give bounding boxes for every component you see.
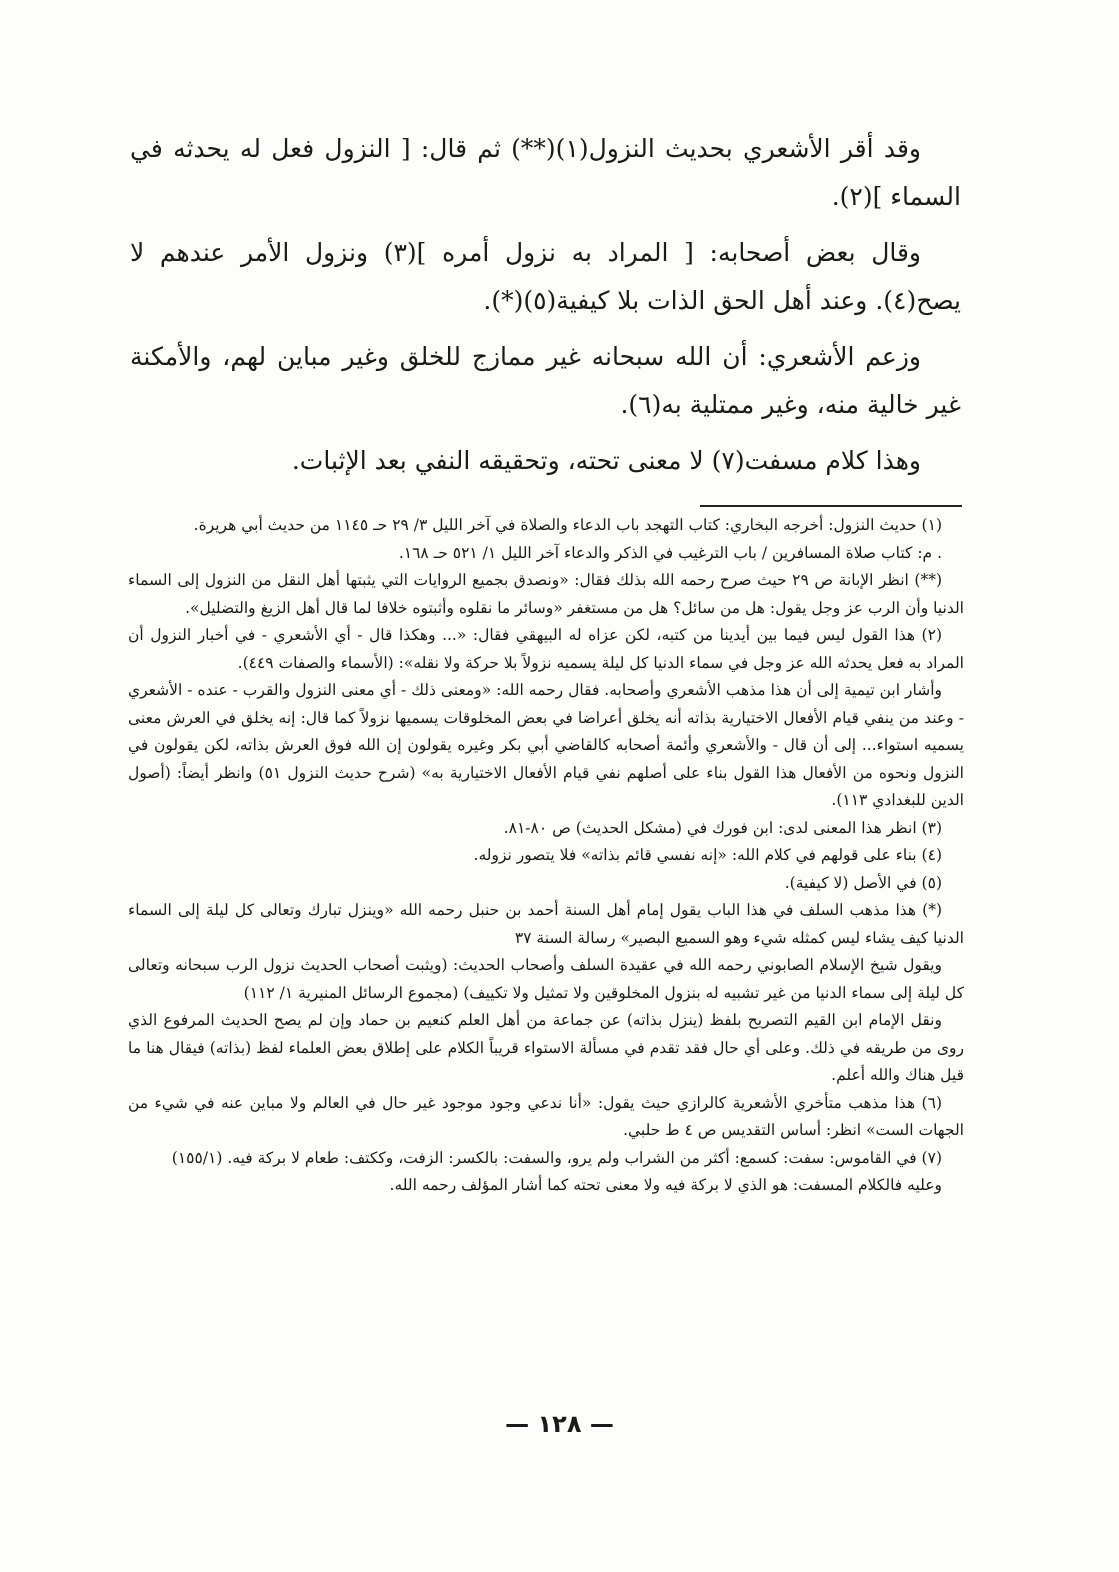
main-text-body [130, 125, 961, 493]
footnote: (٦) هذا مذهب متأخري الأشعرية كالرازي حيث يقول: «أنا ندعي وجود موجود غير حال في العالم ولا مباين عنه في شيء من الجهات الست» انظر: أساس التقديس ص ٤ ط حلبي. [128, 1093, 964, 1139]
main-paragraph: وقال بعض أصحابه: [ المراد به نزول أمره ](٣) ونزول الأمر عندهم لا يصح(٤). وعند أهل الحق الذات بلا كيفية(٥)(*). [130, 238, 961, 315]
footnotes-section [128, 512, 964, 1200]
footnote: وأشار ابن تيمية إلى أن هذا مذهب الأشعري وأصحابه. فقال رحمه الله: «ومعنى ذلك - أي معنى النزول والقرب - عنده - الأشعري - وعند من ينفي قيام الأفعال الاختيارية بذاته أنه يخلق أعراضا في بعض المخلوقات يسميها نزولاً كما قال: إنه يخلق في العرش معنى يسميه استواء... إلى أن قال - والأشعري وأئمة أصحابه كالقاضي أبي بكر وغيره يقولون إن الله فوق العرش بذاته، لكن يقولون في النزول ونحوه من الأفعال هذا القول بناء على أصلهم نفي قيام الأفعال الاختيارية به» (شرح حديث النزول ٥١) وانظر أيضاً: (أصول الدين للبغدادي ١١٣). [128, 681, 964, 809]
footnote: (٣) انظر هذا المعنى لدى: ابن فورك في (مشكل الحديث) ص ٨٠-٨١. [503, 818, 942, 837]
footnote: (٤) بناء على قولهم في كلام الله: «إنه نفسي قائم بذاته» فلا يتصور نزوله. [473, 846, 942, 864]
main-paragraph: وزعم الأشعري: أن الله سبحانه غير ممازج للخلق وغير مباين لهم، والأمكنة غير خالية منه، وغير ممتلية به(٦). [130, 342, 961, 419]
main-paragraph: وقد أقر الأشعري بحديث النزول(١)(**) ثم قال: [ النزول فعل له يحدثه في السماء ](٢). [130, 134, 961, 211]
footnote: (٧) في القاموس: سفت: كسمع: أكثر من الشراب ولم يرو، والسفت: بالكسر: الزفت، وككتف: طعام لا بركة فيه. (١٥٥/١) [171, 1148, 942, 1167]
footnote: ويقول شيخ الإسلام الصابوني رحمه الله في عقيدة السلف وأصحاب الحديث: (ويثبت أصحاب الحديث نزول الرب سبحانه وتعالى كل ليلة إلى سماء الدنيا من غير تشبيه له بنزول المخلوقين ولا تمثيل ولا تكييف) (مجموع الرسائل المنيرية ١/ ١١٢) [128, 956, 964, 1002]
footnote: وعليه فالكلام المسفت: هو الذي لا بركة فيه ولا معنى تحته كما أشار المؤلف رحمه الله. [389, 1176, 942, 1194]
footnote: . م: كتاب صلاة المسافرين / باب الترغيب في الذكر والدعاء آخر الليل ١/ ٥٢١ حـ ١٦٨. [398, 543, 942, 562]
page-number: — ١٢٨ — [505, 1410, 614, 1438]
footnote: (*) هذا مذهب السلف في هذا الباب يقول إمام أهل السنة أحمد بن حنبل رحمه الله «وينزل تبارك وتعالى كل ليلة إلى السماء الدنيا كيف يشاء ليس كمثله شيء وهو السميع البصير» رسالة السنة ٣٧ [128, 901, 964, 947]
footnote: (**) انظر الإبانة ص ٢٩ حيث صرح رحمه الله بذلك فقال: «ونصدق بجميع الروايات التي يثبتها أهل النقل من النزول إلى السماء الدنيا وأن الرب عز وجل يقول: هل من سائل؟ هل من مستغفر «وسائر ما نقلوه وأثبتوه خلافا لما قال أهل الزيغ والتضليل». [128, 571, 964, 617]
main-paragraph: وهذا كلام مسفت(٧) لا معنى تحته، وتحقيقه النفي بعد الإثبات. [291, 446, 921, 475]
footnote-divider [700, 505, 962, 507]
footnote: ونقل الإمام ابن القيم التصريح بلفظ (ينزل بذاته) عن جماعة من أهل العلم كنعيم بن حماد وإن لم يصح الحديث المرفوع الذي روى من طريقه في ذلك. وعلى أي حال فقد تقدم في مسألة الاستواء قريباً الكلام على إطلاق بعض العلماء لفظ (بذاته) فيقال هنا ما قيل هناك والله أعلم. [128, 1011, 964, 1084]
footnote: (١) حديث النزول: أخرجه البخاري: كتاب التهجد باب الدعاء والصلاة في آخر الليل ٣/ ٢٩ حـ ١١٤٥ من حديث أبي هريرة. [193, 516, 942, 534]
footnote: (٢) هذا القول ليس فيما بين أيدينا من كتبه، لكن عزاه له البيهقي فقال: «... وهكذا قال - أي الأشعري - في أخبار النزول أن المراد به فعل يحدثه الله عز وجل في سماء الدنيا كل ليلة يسميه نزولاً بلا حركة ولا نقله»: (الأسماء والصفات ٤٤٩). [128, 626, 964, 672]
footnote: (٥) في الأصل (لا كيفية). [784, 873, 942, 892]
